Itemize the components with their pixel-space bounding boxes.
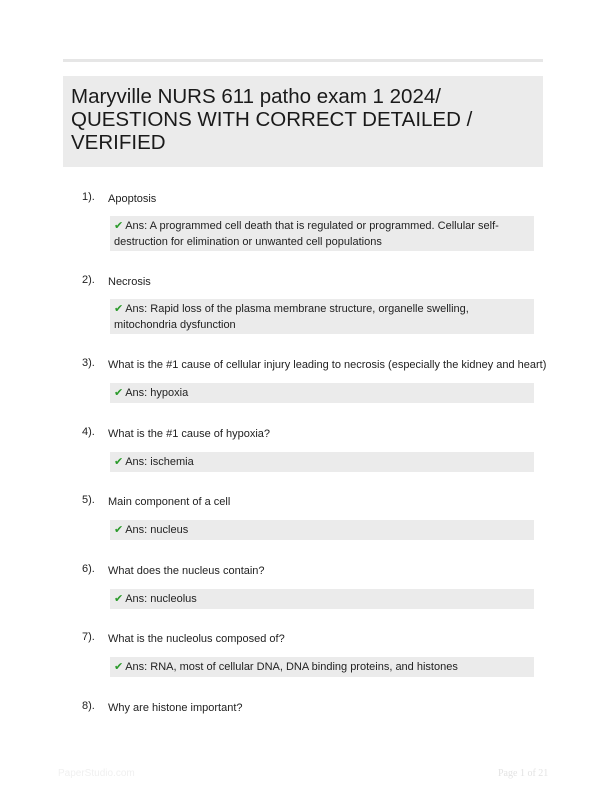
check-icon: ✔ <box>114 661 124 673</box>
page-number: Page 1 of 21 <box>498 768 549 779</box>
answer-text: Ans: Rapid loss of the plasma membrane structure, organelle swelling, mitochondria dysfunction <box>114 303 469 331</box>
answer-text: Ans: nucleolus <box>125 593 197 605</box>
answer-text: Ans: A programmed cell death that is regulated or programmed. Cellular self-destruction for elimination or unwanted cell populations <box>114 220 499 248</box>
answer-box <box>110 383 534 403</box>
question-text: Why are histone important? <box>108 702 243 714</box>
check-icon: ✔ <box>114 387 124 399</box>
question-text: What is the nucleolus composed of? <box>108 633 285 645</box>
answer-text: Ans: RNA, most of cellular DNA, DNA binding proteins, and histones <box>125 661 458 673</box>
top-divider <box>63 59 543 62</box>
question-number: 1). <box>82 191 95 203</box>
check-icon: ✔ <box>114 303 124 315</box>
check-icon: ✔ <box>114 456 124 468</box>
question-number: 7). <box>82 631 95 643</box>
question-text: What is the #1 cause of hypoxia? <box>108 428 271 440</box>
question-text: What does the nucleus contain? <box>108 565 265 577</box>
answer-text: Ans: nucleus <box>125 524 189 536</box>
question-number: 3). <box>82 357 95 369</box>
document-title: Maryville NURS 611 patho exam 1 2024/ QUESTIONS WITH CORRECT DETAILED / VERIFIED <box>71 85 473 154</box>
check-icon: ✔ <box>114 524 124 536</box>
question-number: 5). <box>82 494 95 506</box>
question-number: 6). <box>82 563 95 575</box>
answer-box <box>110 520 534 540</box>
footer-watermark: PaperStudio.com <box>58 768 135 779</box>
question-number: 8). <box>82 700 95 712</box>
question-number: 2). <box>82 274 95 286</box>
question-text: Necrosis <box>108 276 151 288</box>
check-icon: ✔ <box>114 593 124 605</box>
question-text: What is the #1 cause of cellular injury leading to necrosis (especially the kidney and heart) <box>108 359 547 371</box>
question-text: Main component of a cell <box>108 496 231 508</box>
answer-text: Ans: ischemia <box>125 456 194 468</box>
title-banner <box>63 76 543 167</box>
answer-box <box>110 589 534 609</box>
answer-text: Ans: hypoxia <box>125 387 189 399</box>
answer-box <box>110 299 534 334</box>
answer-box <box>110 216 534 251</box>
question-text: Apoptosis <box>108 193 157 205</box>
answer-box <box>110 452 534 472</box>
question-number: 4). <box>82 426 95 438</box>
check-icon: ✔ <box>114 220 124 232</box>
answer-box <box>110 657 534 677</box>
